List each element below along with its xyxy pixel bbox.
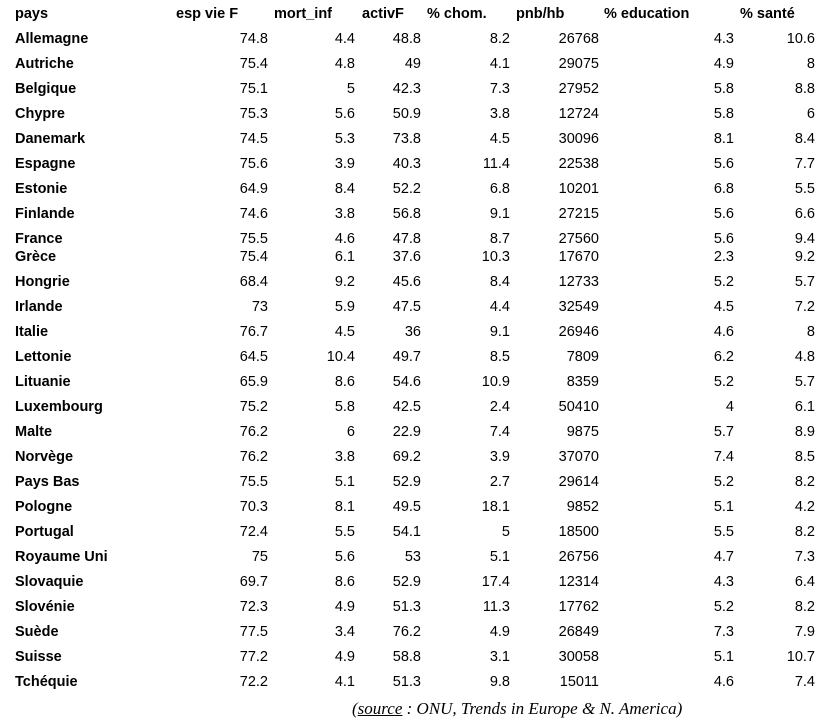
cell-pnb-hb: 26946 [558, 324, 599, 340]
cell-mort-inf: 9.2 [334, 274, 355, 290]
cell-sante: 4.8 [794, 349, 815, 365]
cell-country: Espagne [15, 156, 76, 172]
cell-pnb-hb: 7809 [566, 349, 599, 365]
table-row [0, 596, 822, 618]
cell-education: 6.2 [713, 349, 734, 365]
cell-mort-inf: 5 [346, 81, 355, 97]
cell-country: Lituanie [15, 374, 71, 390]
cell-activf: 49.7 [392, 349, 421, 365]
cell-mort-inf: 5.6 [334, 549, 355, 565]
table-row [0, 103, 822, 125]
cell-chom: 4.5 [489, 131, 510, 147]
cell-esp-vie-f: 77.5 [239, 624, 268, 640]
cell-chom: 11.4 [482, 156, 510, 172]
cell-pnb-hb: 10201 [558, 181, 599, 197]
cell-activf: 49 [404, 56, 421, 72]
cell-esp-vie-f: 76.2 [239, 449, 268, 465]
cell-sante: 6.1 [794, 399, 815, 415]
cell-education: 5.5 [713, 524, 734, 540]
cell-education: 5.6 [713, 231, 734, 247]
cell-esp-vie-f: 77.2 [239, 649, 268, 665]
cell-esp-vie-f: 75.3 [239, 106, 268, 122]
cell-esp-vie-f: 65.9 [239, 374, 268, 390]
header-chom: % chom. [427, 6, 487, 22]
cell-esp-vie-f: 68.4 [239, 274, 268, 290]
cell-chom: 10.9 [481, 374, 510, 390]
cell-mort-inf: 4.1 [334, 674, 355, 690]
cell-activf: 42.3 [392, 81, 421, 97]
cell-esp-vie-f: 74.6 [239, 206, 268, 222]
cell-sante: 10.6 [786, 31, 815, 47]
cell-mort-inf: 5.5 [334, 524, 355, 540]
cell-country: Slovaquie [15, 574, 84, 590]
header-activf: activF [362, 6, 404, 22]
table-row [0, 546, 822, 568]
cell-chom: 4.9 [489, 624, 510, 640]
cell-mort-inf: 8.1 [334, 499, 355, 515]
cell-sante: 5.7 [794, 274, 815, 290]
cell-country: Lettonie [15, 349, 72, 365]
cell-education: 6.8 [713, 181, 734, 197]
cell-pnb-hb: 29075 [558, 56, 599, 72]
cell-sante: 8.2 [794, 524, 815, 540]
cell-sante: 5.7 [794, 374, 815, 390]
cell-mort-inf: 4.6 [334, 231, 355, 247]
table-header-row [0, 3, 822, 25]
header-mort-inf: mort_inf [274, 6, 332, 22]
cell-education: 5.8 [713, 106, 734, 122]
cell-chom: 9.1 [489, 206, 510, 222]
table-row [0, 321, 822, 343]
cell-education: 2.3 [713, 249, 734, 265]
cell-chom: 10.3 [481, 249, 510, 265]
cell-mort-inf: 8.4 [334, 181, 355, 197]
cell-mort-inf: 3.9 [334, 156, 355, 172]
cell-activf: 54.1 [392, 524, 421, 540]
cell-education: 5.8 [713, 81, 734, 97]
cell-sante: 8.8 [794, 81, 815, 97]
cell-education: 4.6 [713, 324, 734, 340]
cell-esp-vie-f: 75.6 [239, 156, 268, 172]
cell-country: Suède [15, 624, 59, 640]
cell-sante: 6.4 [794, 574, 815, 590]
cell-country: Finlande [15, 206, 75, 222]
cell-sante: 8 [806, 324, 815, 340]
cell-esp-vie-f: 75.2 [239, 399, 268, 415]
source-open-paren: ( [352, 699, 358, 718]
cell-activf: 36 [404, 324, 421, 340]
cell-chom: 4.4 [489, 299, 510, 315]
cell-sante: 7.3 [794, 549, 815, 565]
cell-mort-inf: 5.8 [334, 399, 355, 415]
header-education: % education [604, 6, 690, 22]
cell-chom: 7.3 [489, 81, 510, 97]
cell-education: 5.2 [713, 474, 734, 490]
table-row [0, 396, 822, 418]
cell-activf: 58.8 [392, 649, 421, 665]
cell-education: 5.6 [713, 156, 734, 172]
cell-sante: 8.2 [794, 474, 815, 490]
cell-activf: 48.8 [392, 31, 421, 47]
cell-esp-vie-f: 72.2 [239, 674, 268, 690]
cell-education: 5.2 [713, 599, 734, 615]
cell-country: Italie [15, 324, 49, 340]
cell-esp-vie-f: 75.5 [239, 474, 268, 490]
table-row [0, 496, 822, 518]
cell-pnb-hb: 8359 [566, 374, 599, 390]
cell-esp-vie-f: 75.4 [239, 56, 268, 72]
table-row [0, 178, 822, 200]
cell-education: 4.3 [713, 574, 734, 590]
cell-esp-vie-f: 70.3 [239, 499, 268, 515]
cell-pnb-hb: 50410 [558, 399, 599, 415]
source-text: : ONU, Trends in Europe & N. America) [402, 699, 683, 718]
cell-sante: 7.2 [794, 299, 815, 315]
cell-esp-vie-f: 75.5 [239, 231, 268, 247]
cell-education: 4.5 [713, 299, 734, 315]
table-row [0, 646, 822, 668]
cell-esp-vie-f: 64.5 [239, 349, 268, 365]
cell-pnb-hb: 27560 [558, 231, 599, 247]
cell-country: Grèce [15, 249, 57, 265]
cell-chom: 7.4 [489, 424, 510, 440]
cell-education: 5.6 [713, 206, 734, 222]
cell-education: 4.7 [713, 549, 734, 565]
cell-sante: 10.7 [786, 649, 815, 665]
cell-mort-inf: 4.9 [334, 649, 355, 665]
cell-mort-inf: 4.5 [334, 324, 355, 340]
table-row [0, 271, 822, 293]
cell-chom: 18.1 [481, 499, 510, 515]
table-row [0, 421, 822, 443]
cell-country: Tchéquie [15, 674, 78, 690]
cell-country: Chypre [15, 106, 65, 122]
cell-education: 5.2 [713, 374, 734, 390]
cell-country: Slovénie [15, 599, 75, 615]
cell-chom: 3.9 [489, 449, 510, 465]
cell-activf: 45.6 [392, 274, 421, 290]
cell-chom: 8.4 [489, 274, 510, 290]
cell-pnb-hb: 22538 [558, 156, 599, 172]
cell-sante: 4.2 [794, 499, 815, 515]
cell-chom: 5 [501, 524, 510, 540]
cell-mort-inf: 5.9 [334, 299, 355, 315]
cell-pnb-hb: 12733 [558, 274, 599, 290]
cell-sante: 8.9 [794, 424, 815, 440]
table-row [0, 246, 822, 268]
header-sante: % santé [740, 6, 795, 22]
cell-education: 4 [725, 399, 734, 415]
source-label: source [357, 699, 403, 718]
cell-sante: 7.4 [794, 674, 815, 690]
cell-country: Autriche [15, 56, 74, 72]
cell-education: 5.2 [713, 274, 734, 290]
table-row [0, 128, 822, 150]
cell-activf: 52.2 [392, 181, 421, 197]
cell-country: Luxembourg [15, 399, 103, 415]
table-row [0, 53, 822, 75]
cell-chom: 6.8 [489, 181, 510, 197]
cell-chom: 17.4 [481, 574, 510, 590]
table-row [0, 296, 822, 318]
cell-esp-vie-f: 73 [251, 299, 268, 315]
cell-pnb-hb: 17762 [558, 599, 599, 615]
cell-esp-vie-f: 64.9 [239, 181, 268, 197]
cell-country: Hongrie [15, 274, 70, 290]
cell-sante: 6 [806, 106, 815, 122]
table-row [0, 346, 822, 368]
cell-chom: 4.1 [489, 56, 510, 72]
cell-esp-vie-f: 76.7 [239, 324, 268, 340]
cell-country: France [15, 231, 63, 247]
cell-mort-inf: 8.6 [334, 574, 355, 590]
cell-chom: 3.1 [489, 649, 510, 665]
cell-esp-vie-f: 75.1 [239, 81, 268, 97]
cell-chom: 2.7 [489, 474, 510, 490]
cell-activf: 37.6 [392, 249, 421, 265]
cell-sante: 8.5 [794, 449, 815, 465]
cell-sante: 8.2 [794, 599, 815, 615]
cell-activf: 56.8 [392, 206, 421, 222]
cell-chom: 9.1 [489, 324, 510, 340]
cell-education: 4.3 [713, 31, 734, 47]
cell-education: 5.7 [713, 424, 734, 440]
cell-mort-inf: 3.8 [334, 449, 355, 465]
cell-country: Allemagne [15, 31, 89, 47]
cell-activf: 42.5 [392, 399, 421, 415]
cell-pnb-hb: 26756 [558, 549, 599, 565]
table-row [0, 28, 822, 50]
cell-sante: 9.2 [794, 249, 815, 265]
cell-pnb-hb: 27215 [558, 206, 599, 222]
cell-activf: 52.9 [392, 474, 421, 490]
cell-activf: 50.9 [392, 106, 421, 122]
cell-country: Norvège [15, 449, 74, 465]
cell-chom: 8.7 [489, 231, 510, 247]
cell-sante: 8 [806, 56, 815, 72]
cell-pnb-hb: 37070 [558, 449, 599, 465]
cell-mort-inf: 10.4 [326, 349, 355, 365]
cell-activf: 51.3 [392, 674, 421, 690]
header-esp-vie-f: esp vie F [176, 6, 239, 22]
cell-esp-vie-f: 74.8 [239, 31, 268, 47]
cell-mort-inf: 4.8 [334, 56, 355, 72]
cell-chom: 3.8 [489, 106, 510, 122]
cell-country: Malte [15, 424, 53, 440]
cell-pnb-hb: 18500 [558, 524, 599, 540]
cell-sante: 7.7 [794, 156, 815, 172]
cell-education: 7.3 [713, 624, 734, 640]
cell-activf: 47.5 [392, 299, 421, 315]
cell-esp-vie-f: 76.2 [239, 424, 268, 440]
cell-chom: 8.2 [489, 31, 510, 47]
cell-chom: 9.8 [489, 674, 510, 690]
cell-pnb-hb: 12724 [558, 106, 599, 122]
cell-sante: 9.4 [794, 231, 815, 247]
cell-activf: 73.8 [392, 131, 421, 147]
cell-pnb-hb: 30058 [558, 649, 599, 665]
cell-country: Suisse [15, 649, 62, 665]
table-row [0, 371, 822, 393]
cell-esp-vie-f: 72.4 [239, 524, 268, 540]
cell-pnb-hb: 32549 [558, 299, 599, 315]
cell-activf: 53 [404, 549, 421, 565]
cell-esp-vie-f: 75 [251, 549, 268, 565]
cell-mort-inf: 3.8 [334, 206, 355, 222]
cell-country: Estonie [15, 181, 68, 197]
cell-mort-inf: 6.1 [334, 249, 355, 265]
cell-education: 8.1 [713, 131, 734, 147]
cell-esp-vie-f: 69.7 [239, 574, 268, 590]
cell-activf: 47.8 [392, 231, 421, 247]
cell-esp-vie-f: 74.5 [239, 131, 268, 147]
source-note [352, 698, 682, 720]
cell-mort-inf: 6 [346, 424, 355, 440]
cell-sante: 6.6 [794, 206, 815, 222]
cell-sante: 5.5 [794, 181, 815, 197]
cell-esp-vie-f: 72.3 [239, 599, 268, 615]
cell-mort-inf: 4.4 [334, 31, 355, 47]
cell-education: 5.1 [713, 499, 734, 515]
header-pnb-hb: pnb/hb [516, 6, 565, 22]
cell-activf: 76.2 [392, 624, 421, 640]
cell-activf: 49.5 [392, 499, 421, 515]
cell-country: Portugal [15, 524, 74, 540]
table-row [0, 471, 822, 493]
table-row [0, 521, 822, 543]
cell-activf: 52.9 [392, 574, 421, 590]
cell-pnb-hb: 15011 [559, 674, 599, 690]
cell-pnb-hb: 29614 [558, 474, 599, 490]
cell-pnb-hb: 17670 [558, 249, 599, 265]
cell-country: Danemark [15, 131, 86, 147]
cell-mort-inf: 8.6 [334, 374, 355, 390]
cell-chom: 2.4 [489, 399, 510, 415]
cell-chom: 8.5 [489, 349, 510, 365]
table-row [0, 153, 822, 175]
cell-pnb-hb: 27952 [558, 81, 599, 97]
table-row [0, 571, 822, 593]
cell-pnb-hb: 9852 [566, 499, 599, 515]
cell-pnb-hb: 26849 [558, 624, 599, 640]
cell-pnb-hb: 26768 [558, 31, 599, 47]
cell-mort-inf: 4.9 [334, 599, 355, 615]
header-pays: pays [15, 6, 49, 22]
cell-education: 5.1 [713, 649, 734, 665]
cell-pnb-hb: 12314 [558, 574, 599, 590]
cell-country: Royaume Uni [15, 549, 108, 565]
cell-activf: 40.3 [392, 156, 421, 172]
cell-activf: 51.3 [392, 599, 421, 615]
cell-pnb-hb: 30096 [558, 131, 599, 147]
cell-education: 7.4 [713, 449, 734, 465]
cell-pnb-hb: 9875 [566, 424, 599, 440]
cell-education: 4.9 [713, 56, 734, 72]
table-row [0, 78, 822, 100]
cell-mort-inf: 5.3 [334, 131, 355, 147]
cell-mort-inf: 5.6 [334, 106, 355, 122]
cell-sante: 7.9 [794, 624, 815, 640]
cell-chom: 5.1 [489, 549, 510, 565]
cell-mort-inf: 3.4 [334, 624, 355, 640]
cell-esp-vie-f: 75.4 [239, 249, 268, 265]
table-row [0, 671, 822, 693]
cell-country: Pologne [15, 499, 73, 515]
table-row [0, 446, 822, 468]
cell-activf: 69.2 [392, 449, 421, 465]
cell-country: Belgique [15, 81, 77, 97]
cell-chom: 11.3 [482, 599, 510, 615]
cell-mort-inf: 5.1 [334, 474, 355, 490]
table-row [0, 203, 822, 225]
cell-activf: 22.9 [392, 424, 421, 440]
cell-education: 4.6 [713, 674, 734, 690]
cell-sante: 8.4 [794, 131, 815, 147]
cell-activf: 54.6 [392, 374, 421, 390]
table-row [0, 621, 822, 643]
cell-country: Pays Bas [15, 474, 80, 490]
cell-country: Irlande [15, 299, 63, 315]
